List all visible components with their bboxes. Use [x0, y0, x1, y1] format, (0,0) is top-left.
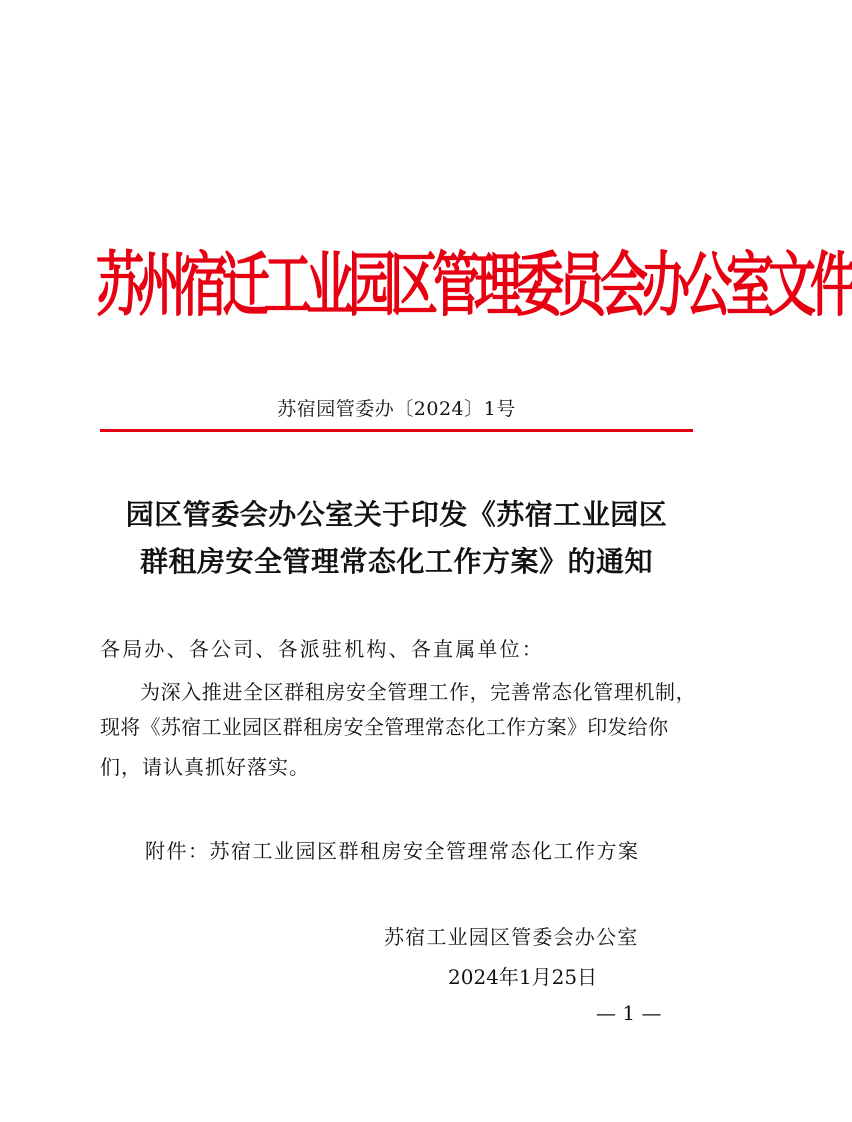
document-number: 苏宿园管委办〔2024〕1号: [277, 398, 516, 420]
issue-date: 2024年1月25日: [448, 965, 598, 989]
red-separator-line: [100, 429, 693, 432]
notice-title-line-1: 园区管委会办公室关于印发《苏宿工业园区: [125, 498, 668, 531]
body-paragraph-line-3: 们，请认真抓好落实。: [100, 755, 310, 779]
body-paragraph-line-2: 现将《苏宿工业园区群租房安全管理常态化工作方案》印发给你: [100, 715, 669, 739]
notice-title-line-2: 群租房安全管理常态化工作方案》的通知: [139, 545, 653, 578]
body-paragraph-line-1: 为深入推进全区群租房安全管理工作，完善常态化管理机制，: [140, 680, 697, 704]
recipients-greeting: 各局办、各公司、各派驻机构、各直属单位：: [100, 637, 544, 661]
issuer-signature: 苏宿工业园区管委会办公室: [384, 925, 639, 949]
document-masthead: 苏州宿迁工业园区管理委员会办公室文件: [96, 245, 852, 327]
attachment-line: 附件：苏宿工业园区群租房安全管理常态化工作方案: [145, 839, 640, 863]
page-number: — 1 —: [596, 1001, 662, 1025]
